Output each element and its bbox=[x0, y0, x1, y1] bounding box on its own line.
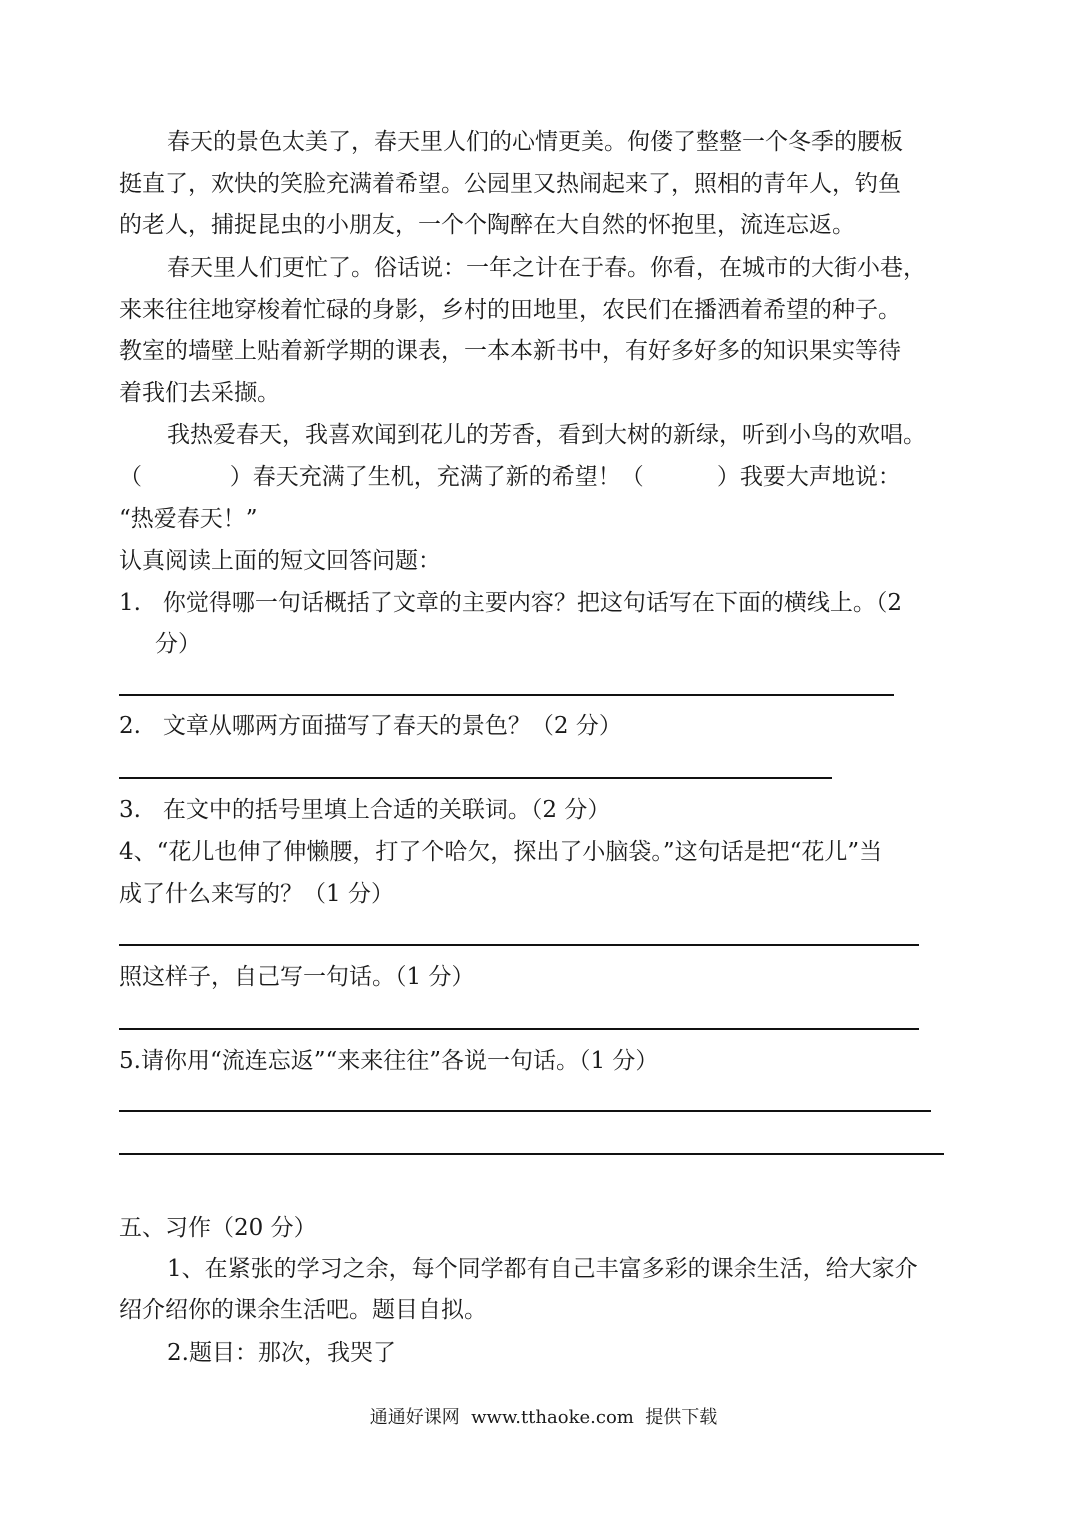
question-4: 4、“花儿也伸了伸懒腰，打了个哈欠，探出了小脑袋。”这句话是把“花儿”当 bbox=[119, 839, 883, 865]
passage-p2-line2: 来来往往地穿梭着忙碌的身影，乡村的田地里，农民们在播洒着希望的种子。 bbox=[119, 297, 901, 323]
passage-p3-line1: 我热爱春天，我喜欢闻到花儿的芳香，看到大树的新绿，听到小鸟的欢唱。 bbox=[167, 422, 926, 448]
passage-p1-line3: 的老人，捕捉昆虫的小朋友，一个个陶醉在大自然的怀抱里，流连忘返。 bbox=[119, 212, 855, 238]
writing-item1-line1: 1、在紧张的学习之余，每个同学都有自己丰富多彩的课余生活，给大家介 bbox=[167, 1256, 918, 1282]
question-1-cont: 分） bbox=[155, 631, 201, 657]
answer-line-q4[interactable] bbox=[119, 944, 919, 946]
passage-p2-line1: 春天里人们更忙了。俗话说：一年之计在于春。你看，在城市的大街小巷， bbox=[167, 255, 926, 281]
passage-p1-line2: 挺直了，欢快的笑脸充满着希望。公园里又热闹起来了，照相的青年人，钓鱼 bbox=[119, 171, 901, 197]
writing-item2: 2.题目：那次，我哭了 bbox=[167, 1340, 396, 1366]
writing-item1-line2: 绍介绍你的课余生活吧。题目自拟。 bbox=[119, 1297, 487, 1323]
question-4-cont: 成了什么来写的？（1 分） bbox=[119, 881, 394, 907]
passage-p2-line3: 教室的墙壁上贴着新学期的课表，一本本新书中，有好多好多的知识果实等待 bbox=[119, 338, 901, 364]
writing-heading: 五、习作（20 分） bbox=[119, 1215, 317, 1241]
questions-intro: 认真阅读上面的短文回答问题： bbox=[119, 548, 441, 574]
question-1: 1. 你觉得哪一句话概括了文章的主要内容？把这句话写在下面的横线上。（2 bbox=[119, 590, 903, 616]
footer-source: 通通好课网 www.tthaoke.com 提供下载 bbox=[369, 1407, 718, 1428]
passage-p2-line4: 着我们去采撷。 bbox=[119, 380, 280, 406]
question-3: 3. 在文中的括号里填上合适的关联词。（2 分） bbox=[119, 797, 611, 823]
question-2: 2. 文章从哪两方面描写了春天的景色？（2 分） bbox=[119, 713, 622, 739]
answer-line-q5-a[interactable] bbox=[119, 1110, 931, 1112]
question-4b: 照这样子，自己写一句话。（1 分） bbox=[119, 964, 475, 990]
question-5: 5.请你用“流连忘返”“来来往往”各说一句话。（1 分） bbox=[119, 1048, 659, 1074]
answer-line-q5-b[interactable] bbox=[119, 1153, 944, 1155]
answer-line-q1[interactable] bbox=[119, 694, 894, 696]
passage-p3-line2: （ ）春天充满了生机，充满了新的希望！（ ）我要大声地说： bbox=[119, 464, 901, 490]
answer-line-q4b[interactable] bbox=[119, 1028, 919, 1030]
passage-p1-line1: 春天的景色太美了，春天里人们的心情更美。佝偻了整整一个冬季的腰板 bbox=[167, 129, 903, 155]
passage-p3-line3: “热爱春天！” bbox=[119, 506, 258, 532]
answer-line-q2[interactable] bbox=[119, 777, 832, 779]
